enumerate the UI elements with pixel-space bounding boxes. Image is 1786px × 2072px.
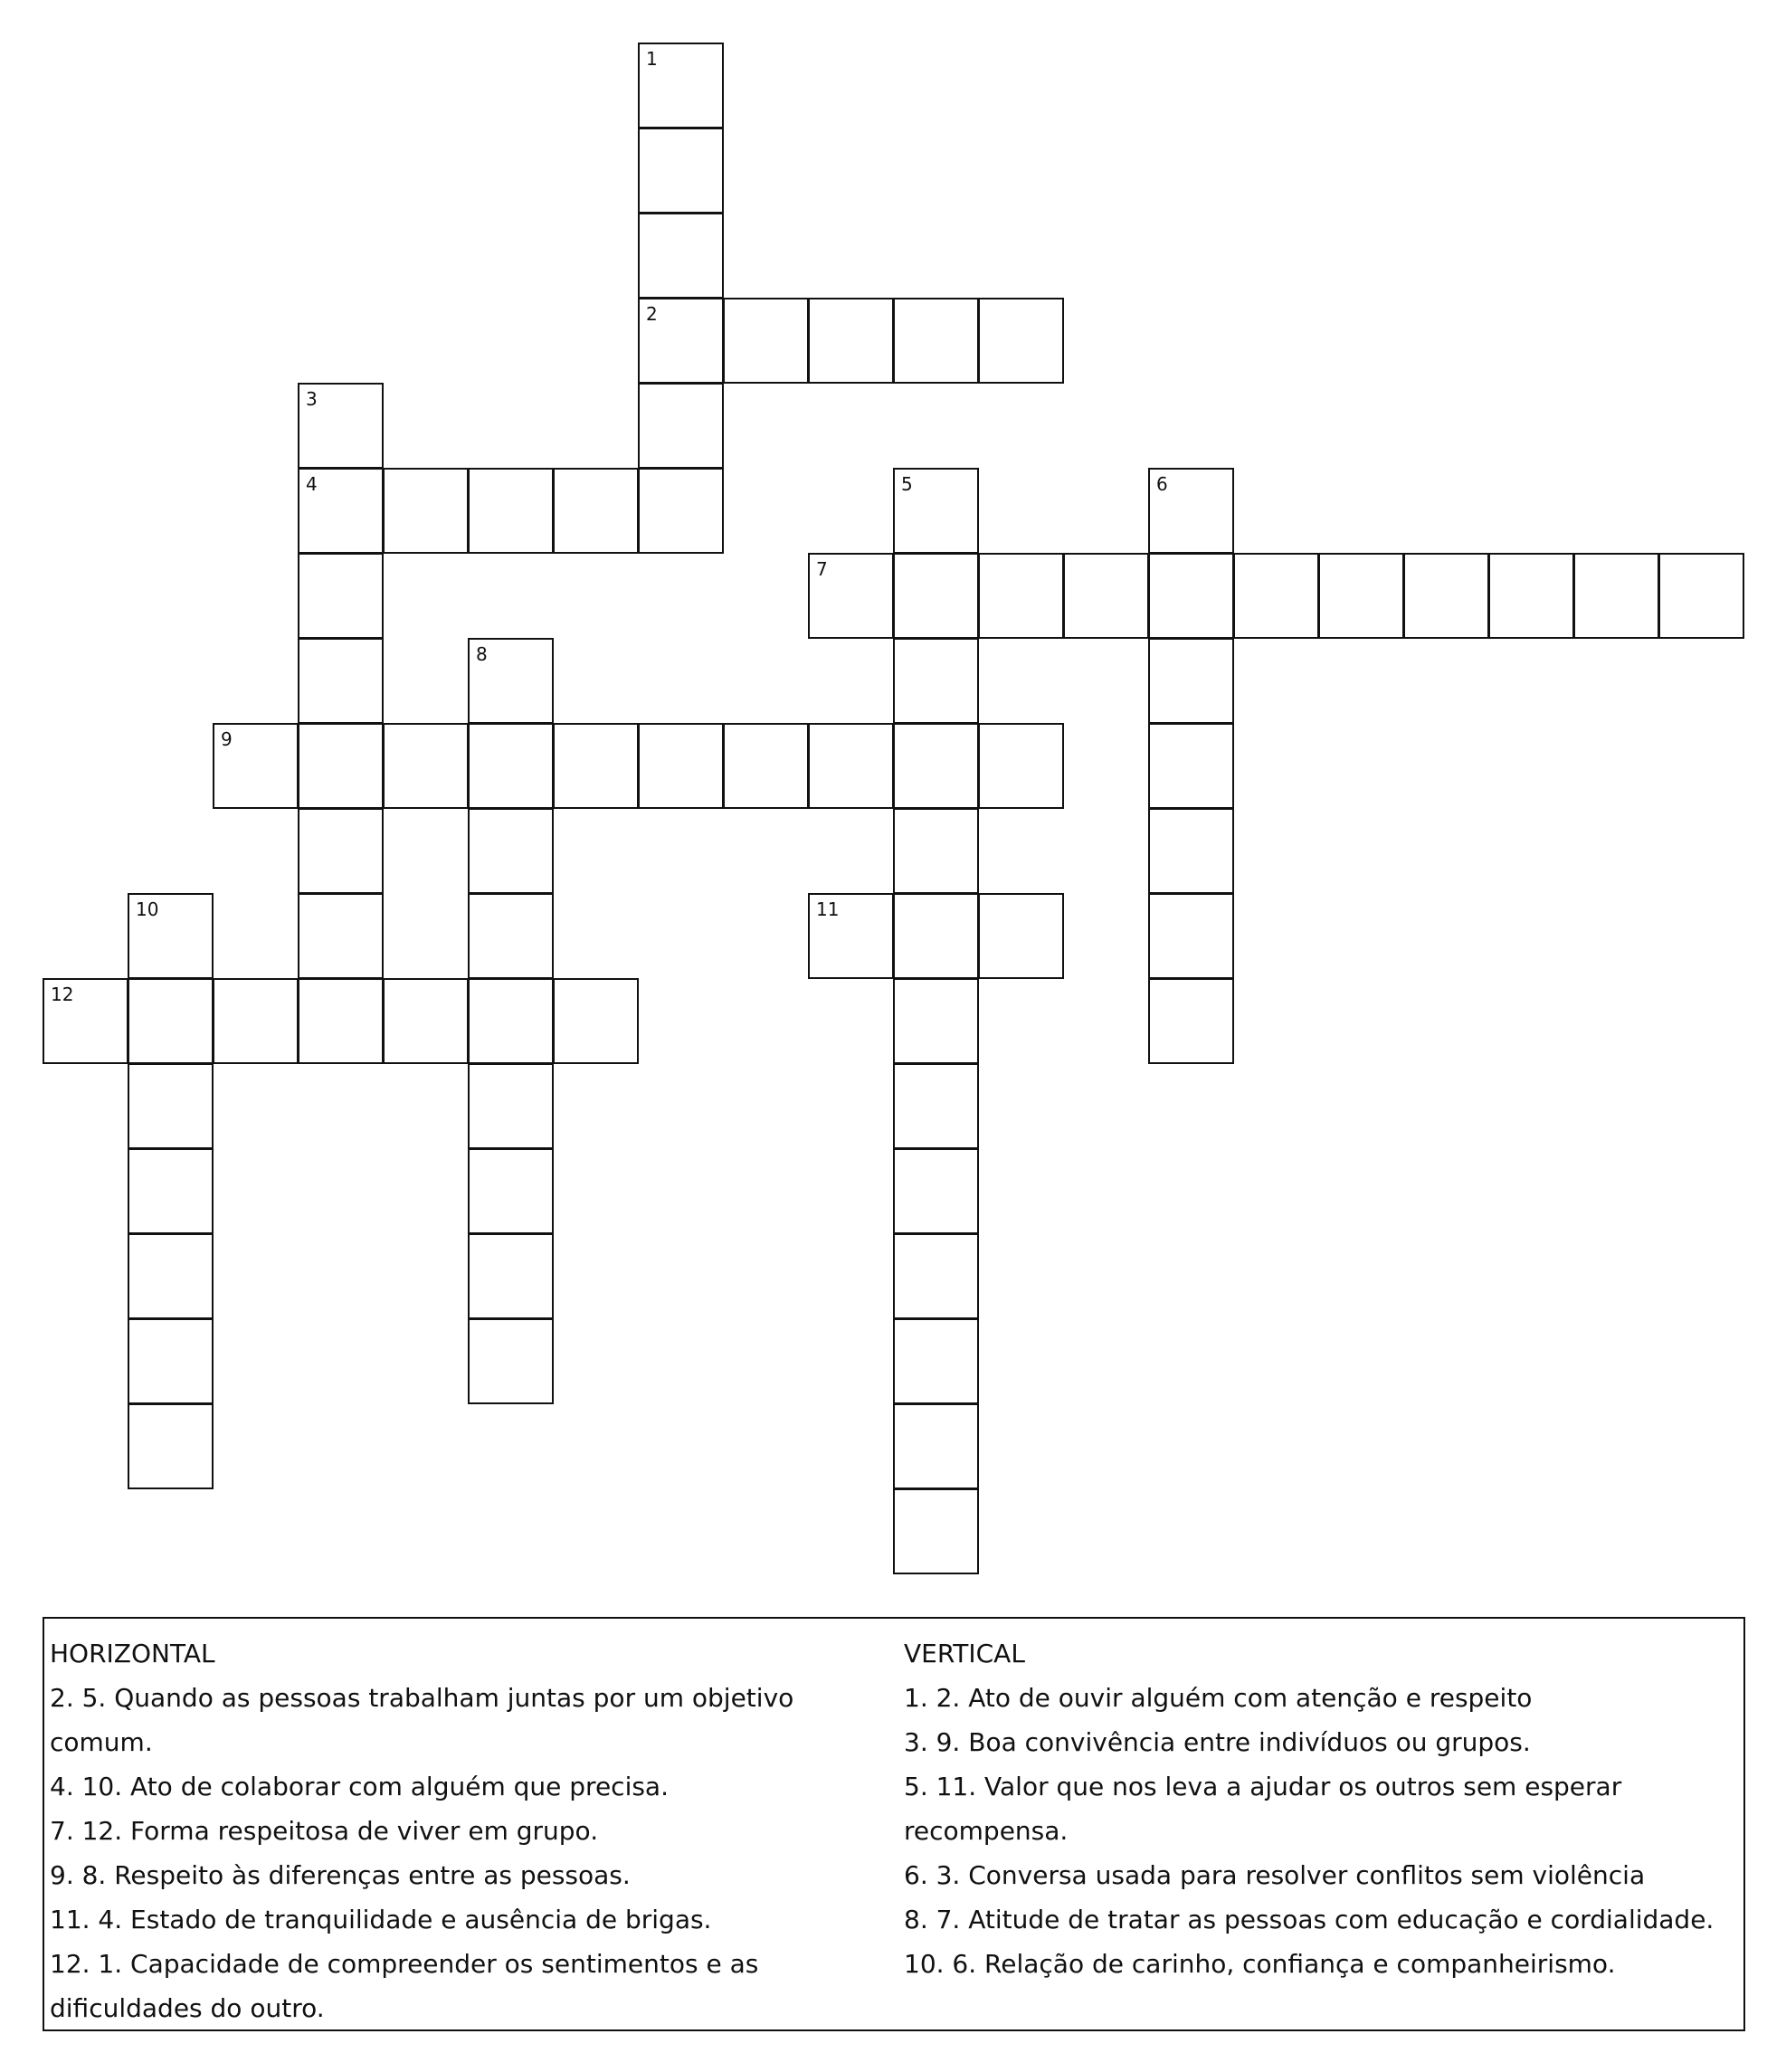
crossword-cell[interactable]: [808, 553, 894, 639]
crossword-cell[interactable]: [468, 638, 554, 724]
crossword-cell[interactable]: [638, 213, 724, 299]
clue-number: 7: [816, 558, 828, 580]
crossword-cell[interactable]: [893, 298, 979, 384]
crossword-cell[interactable]: [893, 1318, 979, 1404]
crossword-cell[interactable]: [468, 1233, 554, 1319]
crossword-cell[interactable]: [1148, 808, 1234, 894]
crossword-cell[interactable]: [298, 723, 384, 809]
crossword-cell[interactable]: [638, 383, 724, 469]
crossword-cell[interactable]: [383, 978, 469, 1064]
crossword-cell[interactable]: [298, 383, 384, 469]
crossword-cell[interactable]: [978, 723, 1064, 809]
crossword-cell[interactable]: [893, 468, 979, 554]
crossword-cell[interactable]: [128, 978, 214, 1064]
clue-number: 2: [646, 303, 658, 325]
crossword-cell[interactable]: [723, 298, 809, 384]
horizontal-clue: 4. 10. Ato de colaborar com alguém que precisa.: [50, 1772, 669, 1801]
crossword-cell[interactable]: [978, 553, 1064, 639]
crossword-cell[interactable]: [553, 723, 639, 809]
crossword-cell[interactable]: [468, 468, 554, 554]
horizontal-clue: 11. 4. Estado de tranquilidade e ausência de brigas.: [50, 1905, 712, 1934]
crossword-cell[interactable]: [213, 723, 299, 809]
crossword-cell[interactable]: [893, 723, 979, 809]
crossword-cell[interactable]: [128, 1148, 214, 1234]
crossword-cell[interactable]: [893, 1403, 979, 1489]
horizontal-clue: 9. 8. Respeito às diferenças entre as pessoas.: [50, 1860, 631, 1890]
horizontal-clue: 12. 1. Capacidade de compreender os sentimentos e as dificuldades do outro.: [50, 1949, 759, 2023]
vertical-clue: 1. 2. Ato de ouvir alguém com atenção e respeito: [904, 1683, 1533, 1713]
vertical-clue: 8. 7. Atitude de tratar as pessoas com educação e cordialidade.: [904, 1905, 1715, 1934]
crossword-cell[interactable]: [1233, 553, 1319, 639]
crossword-cell[interactable]: [43, 978, 128, 1064]
crossword-cell[interactable]: [808, 723, 894, 809]
crossword-cell[interactable]: [1148, 723, 1234, 809]
crossword-cell[interactable]: [468, 723, 554, 809]
crossword-cell[interactable]: [553, 468, 639, 554]
clue-number: 3: [306, 388, 318, 410]
crossword-cell[interactable]: [468, 1063, 554, 1149]
crossword-cell[interactable]: [1063, 553, 1149, 639]
crossword-cell[interactable]: [1148, 638, 1234, 724]
crossword-cell[interactable]: [893, 808, 979, 894]
crossword-cell[interactable]: [893, 553, 979, 639]
crossword-cell[interactable]: [893, 978, 979, 1064]
vertical-clue: 6. 3. Conversa usada para resolver conflitos sem violência: [904, 1860, 1646, 1890]
clue-number: 11: [816, 898, 840, 920]
crossword-cell[interactable]: [1403, 553, 1489, 639]
clues-box: [43, 1617, 1745, 2031]
crossword-cell[interactable]: [1148, 893, 1234, 979]
crossword-cell[interactable]: [1148, 468, 1234, 554]
vertical-clues: [904, 1631, 1718, 1986]
crossword-cell[interactable]: [808, 298, 894, 384]
crossword-cell[interactable]: [1318, 553, 1404, 639]
crossword-cell[interactable]: [298, 553, 384, 639]
crossword-cell[interactable]: [213, 978, 299, 1064]
clue-number: 9: [221, 728, 233, 750]
vertical-clue: 3. 9. Boa convivência entre indivíduos ou grupos.: [904, 1727, 1531, 1757]
crossword-cell[interactable]: [468, 1148, 554, 1234]
clue-number: 10: [136, 898, 159, 920]
horizontal-heading: HORIZONTAL: [50, 1639, 215, 1668]
horizontal-clues: [50, 1631, 891, 2030]
crossword-cell[interactable]: [128, 1403, 214, 1489]
horizontal-clue: 2. 5. Quando as pessoas trabalham juntas por um objetivo comum.: [50, 1683, 794, 1757]
crossword-cell[interactable]: [298, 468, 384, 554]
clue-number: 5: [901, 473, 913, 495]
crossword-cell[interactable]: [978, 298, 1064, 384]
crossword-cell[interactable]: [978, 893, 1064, 979]
crossword-cell[interactable]: [1658, 553, 1744, 639]
crossword-cell[interactable]: [638, 298, 724, 384]
horizontal-clue: 7. 12. Forma respeitosa de viver em grupo.: [50, 1816, 599, 1846]
clue-number: 6: [1156, 473, 1168, 495]
crossword-cell[interactable]: [468, 978, 554, 1064]
crossword-cell[interactable]: [638, 43, 724, 128]
crossword-cell[interactable]: [1573, 553, 1659, 639]
crossword-cell[interactable]: [1148, 978, 1234, 1064]
crossword-cell[interactable]: [893, 1063, 979, 1149]
crossword-cell[interactable]: [128, 1233, 214, 1319]
crossword-cell[interactable]: [893, 1488, 979, 1574]
crossword-cell[interactable]: [638, 468, 724, 554]
crossword-cell[interactable]: [893, 1233, 979, 1319]
vertical-heading: VERTICAL: [904, 1639, 1025, 1668]
crossword-cell[interactable]: [1148, 553, 1234, 639]
crossword-cell[interactable]: [128, 1063, 214, 1149]
vertical-clue: 5. 11. Valor que nos leva a ajudar os outros sem esperar recompensa.: [904, 1772, 1622, 1846]
crossword-cell[interactable]: [893, 638, 979, 724]
clue-number: 1: [646, 48, 658, 70]
crossword-cell[interactable]: [893, 893, 979, 979]
crossword-cell[interactable]: [468, 893, 554, 979]
clue-number: 8: [476, 643, 488, 665]
crossword-cell[interactable]: [468, 808, 554, 894]
crossword-cell[interactable]: [383, 468, 469, 554]
crossword-cell[interactable]: [893, 1148, 979, 1234]
crossword-cell[interactable]: [723, 723, 809, 809]
crossword-cell[interactable]: [638, 128, 724, 214]
crossword-cell[interactable]: [128, 1318, 214, 1404]
crossword-cell[interactable]: [298, 978, 384, 1064]
crossword-cell[interactable]: [1488, 553, 1574, 639]
vertical-clue: 10. 6. Relação de carinho, confiança e companheirismo.: [904, 1949, 1616, 1979]
crossword-cell[interactable]: [553, 978, 639, 1064]
crossword-cell[interactable]: [298, 638, 384, 724]
clue-number: 12: [51, 984, 74, 1005]
crossword-cell[interactable]: [808, 893, 894, 979]
clue-number: 4: [306, 473, 318, 495]
crossword-cell[interactable]: [298, 893, 384, 979]
crossword-cell[interactable]: [298, 808, 384, 894]
crossword-cell[interactable]: [638, 723, 724, 809]
crossword-cell[interactable]: [128, 893, 214, 979]
crossword-cell[interactable]: [383, 723, 469, 809]
crossword-cell[interactable]: [468, 1318, 554, 1404]
